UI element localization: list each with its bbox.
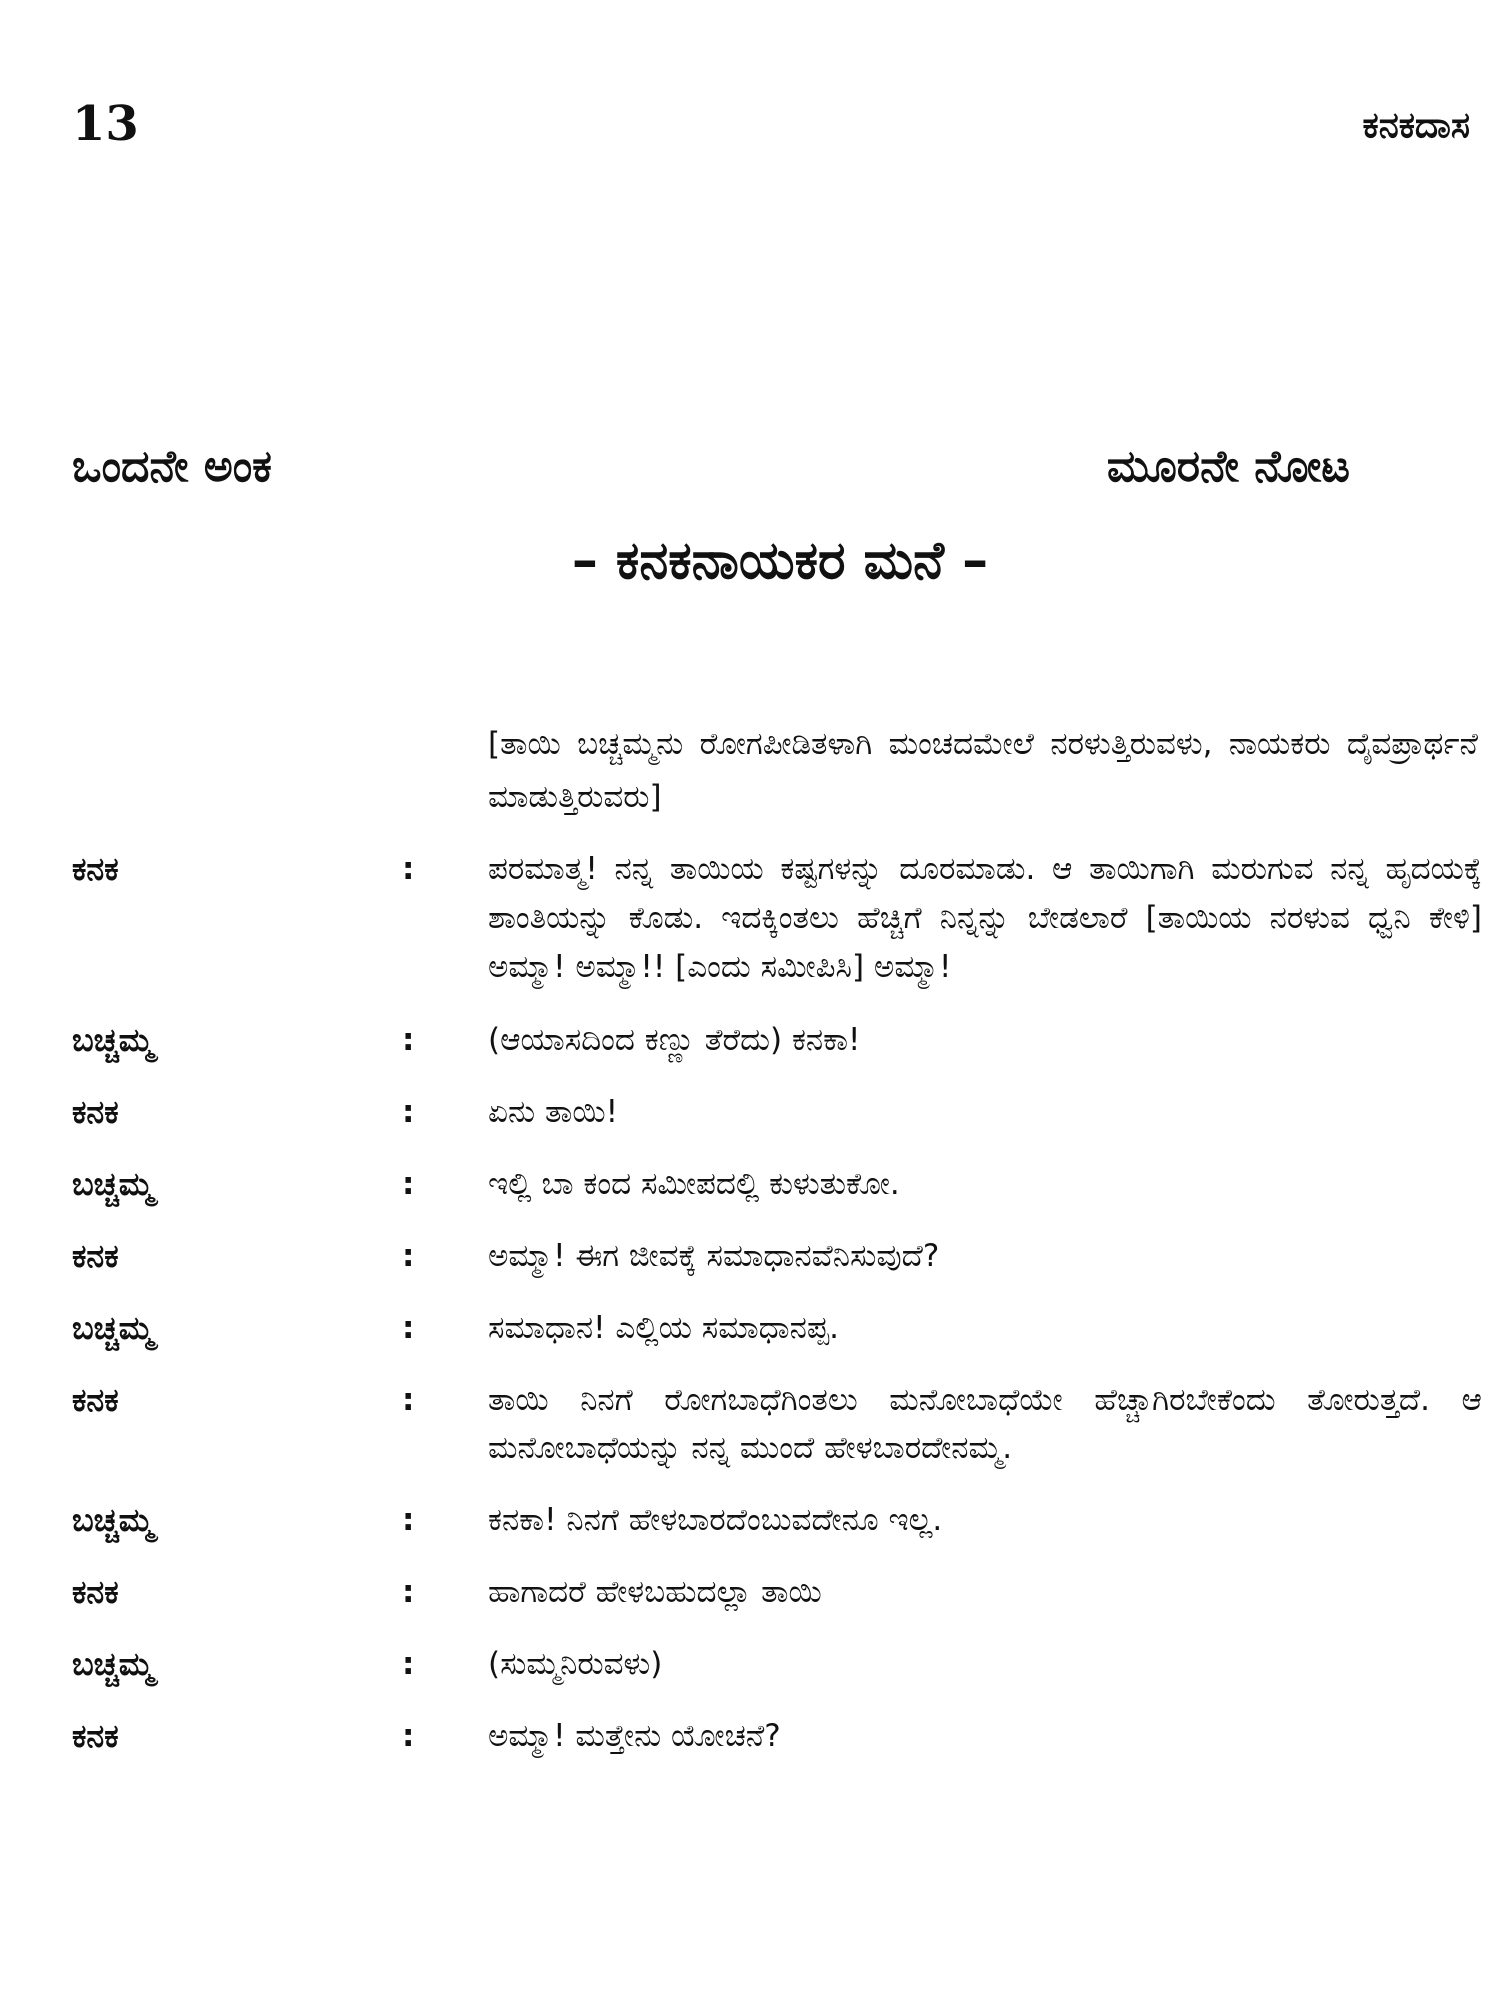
speaker-colon: :	[402, 1166, 415, 1202]
dialogue-line	[72, 1712, 1482, 1760]
speaker-name: ಕನಕ	[72, 1381, 119, 1419]
dialogue-text: ಇಲ್ಲಿ ಬಾ ಕಂದ ಸಮೀಪದಲ್ಲಿ ಕುಳುತುಕೋ.	[488, 1166, 900, 1202]
speaker-name: ಬಚ್ಚಮ್ಮ	[72, 1021, 154, 1059]
stage-direction: [ತಾಯಿ ಬಚ್ಚಮ್ಮನು ರೋಗಪೀಡಿತಳಾಗಿ ಮಂಚದಮೇಲೆ ನರಳುತ್ತಿರುವಳು, ನಾಯಕರು ದೈವಪ್ರಾರ್ಥನೆ ಮಾಡುತ್ತಿರುವರು]	[488, 726, 1478, 815]
speaker-colon: :	[402, 1718, 415, 1754]
dialogue-line	[72, 1568, 1482, 1616]
dialogue-text: ಅಮ್ಮಾ! ಮತ್ತೇನು ಯೋಚನೆ?	[488, 1718, 781, 1754]
dialogue-line	[72, 845, 1482, 992]
speaker-name: ಬಚ್ಚಮ್ಮ	[72, 1309, 154, 1347]
dialogue-text: (ಸುಮ್ಮನಿರುವಳು)	[488, 1646, 663, 1682]
speaker-name: ಕನಕ	[72, 850, 119, 888]
dialogue-line	[72, 1304, 1482, 1352]
speaker-name: ಕನಕ	[72, 1237, 119, 1275]
dialogue-line	[72, 1496, 1482, 1544]
dialogue-text: ತಾಯಿ ನಿನಗೆ ರೋಗಬಾಧೆಗಿಂತಲು ಮನೋಬಾಧೆಯೇ ಹೆಚ್ಚಾಗಿರಬೇಕೆಂದು ತೋರುತ್ತದೆ. ಆ ಮನೋಬಾಧೆಯನ್ನು ನನ್ನ ಮುಂದೆ ಹೇಳಬಾರದೇನಮ್ಮ.	[488, 1382, 1482, 1466]
dialogue-line	[72, 1016, 1482, 1064]
speaker-colon: :	[402, 1646, 415, 1682]
speaker-colon: :	[402, 1502, 415, 1538]
speaker-name: ಕನಕ	[72, 1573, 119, 1611]
speaker-colon: :	[402, 1094, 415, 1130]
dialogue-text: ಹಾಗಾದರೆ ಹೇಳಬಹುದಲ್ಲಾ ತಾಯಿ	[488, 1574, 822, 1610]
dialogue-text: (ಆಯಾಸದಿಂದ ಕಣ್ಣು ತೆರೆದು) ಕನಕಾ!	[488, 1022, 861, 1058]
speaker-colon: :	[402, 851, 415, 887]
dialogue-line	[72, 1376, 1482, 1472]
dialogue-line	[72, 1232, 1482, 1280]
dialogue-line	[72, 1088, 1482, 1136]
act-heading: ಒಂದನೇ ಅಂಕ	[72, 441, 272, 492]
speaker-name: ಕನಕ	[72, 1717, 119, 1755]
dialogue-text: ಸಮಾಧಾನ! ಎಲ್ಲಿಯ ಸಮಾಧಾನಪ್ಪ.	[488, 1310, 839, 1346]
speaker-name: ಬಚ್ಚಮ್ಮ	[72, 1165, 154, 1203]
speaker-name: ಬಚ್ಚಮ್ಮ	[72, 1645, 154, 1683]
speaker-colon: :	[402, 1382, 415, 1418]
dialogue-text: ಅಮ್ಮಾ! ಈಗ ಜೀವಕ್ಕೆ ಸಮಾಧಾನವೆನಿಸುವುದೆ?	[488, 1238, 940, 1274]
scene-heading: ಮೂರನೇ ನೋಟ	[1106, 441, 1350, 492]
dialogue-list	[72, 845, 1482, 1760]
dialogue-line	[72, 1160, 1482, 1208]
speaker-colon: :	[402, 1574, 415, 1610]
speaker-colon: :	[402, 1238, 415, 1274]
speaker-colon: :	[402, 1022, 415, 1058]
dialogue-line	[72, 1640, 1482, 1688]
page-number: 13	[72, 96, 139, 152]
dialogue-text: ಕನಕಾ! ನಿನಗೆ ಹೇಳಬಾರದೆಂಬುವದೇನೂ ಇಲ್ಲ.	[488, 1502, 943, 1538]
dialogue-text: ಏನು ತಾಯಿ!	[488, 1094, 619, 1130]
speaker-name: ಕನಕ	[72, 1093, 119, 1131]
speaker-colon: :	[402, 1310, 415, 1346]
dialogue-text: ಪರಮಾತ್ಮ! ನನ್ನ ತಾಯಿಯ ಕಷ್ಟಗಳನ್ನು ದೂರಮಾಡು. ಆ ತಾಯಿಗಾಗಿ ಮರುಗುವ ನನ್ನ ಹೃದಯಕ್ಕೆ ಶಾಂತಿಯನ್ನು ಕೊಡು. ಇದಕ್ಕಿಂತಲು ಹೆಚ್ಚಿಗೆ ನಿನ್ನನ್ನು ಬೇಡಲಾರೆ [ತಾಯಿಯ ನರಳುವ ಧ್ವನಿ ಕೇಳಿ] ಅಮ್ಮಾ! ಅಮ್ಮಾ!! [ಎಂದು ಸಮೀಪಿಸಿ] ಅಮ್ಮಾ!	[488, 851, 1482, 985]
running-title: ಕನಕದಾಸ	[1362, 105, 1470, 146]
scene-title: – ಕನಕನಾಯಕರ ಮನೆ –	[571, 531, 989, 591]
speaker-name: ಬಚ್ಚಮ್ಮ	[72, 1501, 154, 1539]
